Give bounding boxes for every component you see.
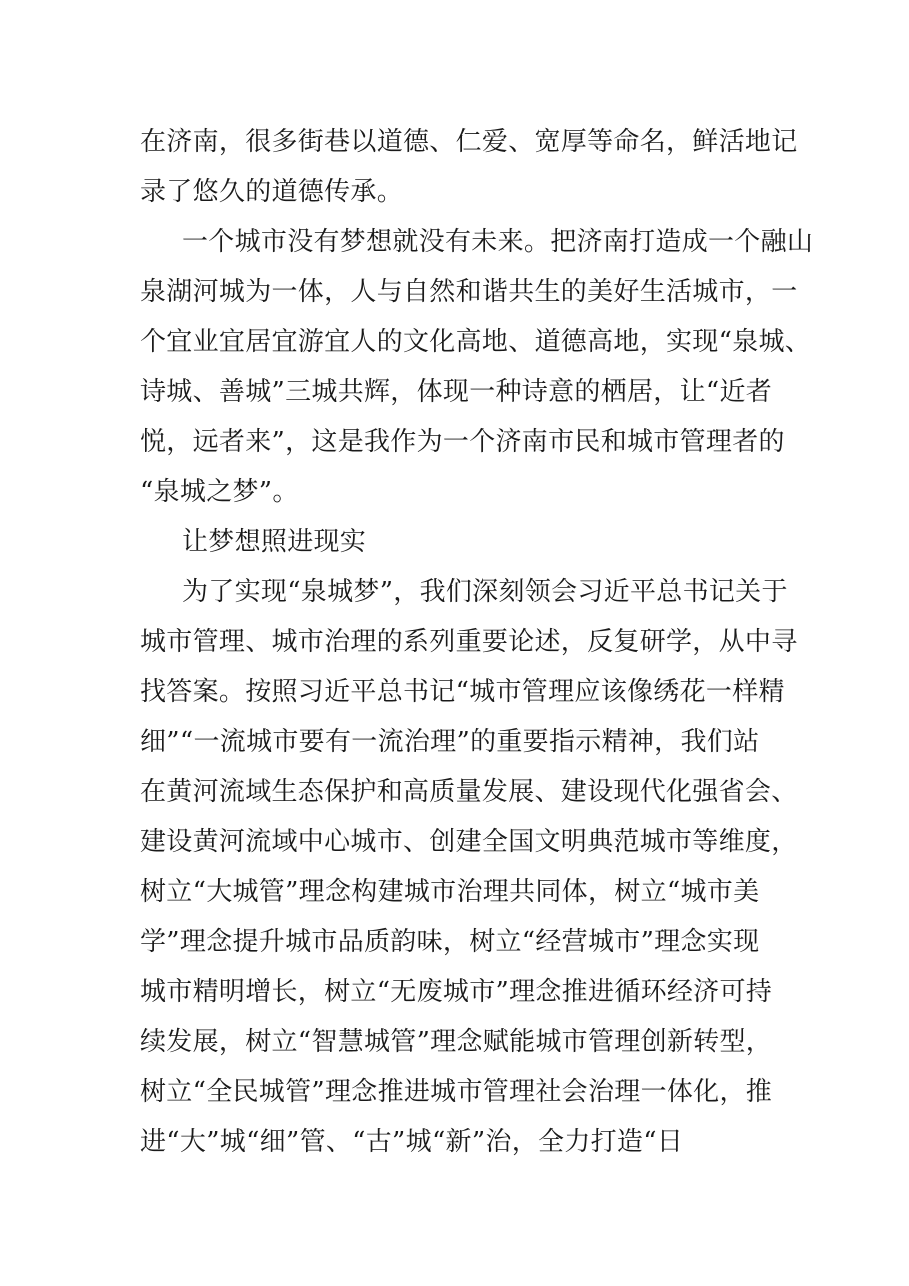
text-line: 续发展，树立“智慧城管”理念赋能城市管理创新转型， [140,1027,773,1057]
text-line: 城市精明增长，树立“无废城市”理念推进循环经济可持 [140,977,773,1007]
text-line: 为了实现“泉城梦”，我们深刻领会习近平总书记关于 [182,577,788,607]
text-line: “泉城之梦”。 [140,477,299,507]
text-line: 城市管理、城市治理的系列重要论述，反复研学，从中寻 [140,627,798,657]
text-line: 树立“大城管”理念构建城市治理共同体，树立“城市美 [140,877,760,907]
text-line: 个宜业宜居宜游宜人的文化高地、道德高地，实现“泉城、 [140,327,812,357]
text-line: 录了悠久的道德传承。 [140,177,404,207]
text-line: 树立“全民城管”理念推进城市管理社会治理一体化，推 [140,1077,773,1107]
text-line: 细”“一流城市要有一流治理”的重要指示精神，我们站 [140,727,760,757]
text-line: 在黄河流域生态保护和高质量发展、建设现代化强省会、 [140,777,798,807]
text-line: 泉湖河城为一体，人与自然和谐共生的美好生活城市，一 [140,277,798,307]
text-line: 诗城、善城”三城共辉，体现一种诗意的栖居，让“近者 [140,377,773,407]
text-line: 进“大”城“细”管、“古”城“新”治，全力打造“日 [140,1127,684,1157]
text-line: 学”理念提升城市品质韵味，树立“经营城市”理念实现 [140,927,760,957]
text-line: 建设黄河流域中心城市、创建全国文明典范城市等维度， [140,827,798,857]
text-line: 悦，远者来”，这是我作为一个济南市民和城市管理者的 [140,427,785,457]
text-line: 在济南，很多街巷以道德、仁爱、宽厚等命名，鲜活地记 [140,127,798,157]
text-line: 一个城市没有梦想就没有未来。把济南打造成一个融山 [182,227,814,257]
text-line: 找答案。按照习近平总书记“城市管理应该像绣花一样精 [140,677,785,707]
section-heading: 让梦想照进现实 [182,527,367,557]
